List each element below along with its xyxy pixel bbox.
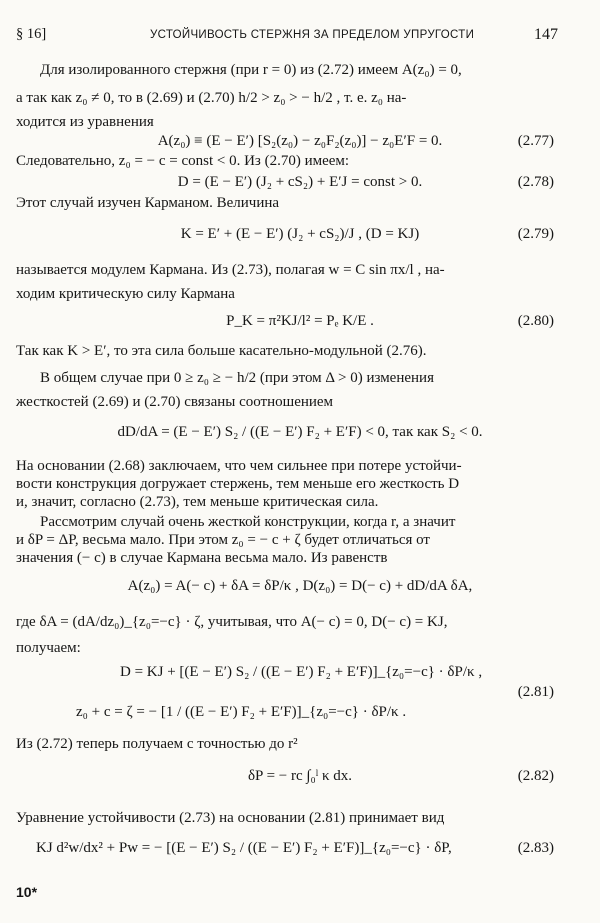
formula-variation: A(z₀) = A(− c) + δA = δP/κ , D(z₀) = D(− c) + dD/dA δA, — [127, 578, 473, 594]
eq-number: (2.78) — [517, 174, 554, 190]
text-line: жесткостей (2.69) и (2.70) связаны соотношением — [16, 394, 334, 410]
eq-number: (2.81) — [517, 684, 554, 700]
page-number: 147 — [534, 26, 558, 43]
text-line: Рассмотрим случай очень жесткой конструкции, когда r, а значит — [40, 514, 456, 530]
eq-number: (2.79) — [517, 226, 554, 242]
text-line: Из (2.72) теперь получаем с точностью до r² — [16, 736, 298, 752]
section-number: § 16] — [16, 26, 47, 42]
text-line: вости конструкция догружает стержень, тем меньше его жесткость D — [16, 476, 460, 492]
text-line: Следовательно, z₀ = − c = const < 0. Из (2.70) имеем: — [16, 153, 350, 169]
formula-2-82: δP = − rc ∫₀ˡ κ dx. — [247, 768, 353, 784]
eq-number: (2.82) — [517, 768, 554, 784]
text-line: Для изолированного стержня (при r = 0) из (2.72) имеем A(z₀) = 0, — [40, 62, 462, 78]
text-line: Так как K > E′, то эта сила больше касательно-модульной (2.76). — [16, 343, 427, 359]
text-line: Уравнение устойчивости (2.73) на основании (2.81) принимает вид — [16, 810, 445, 826]
text-line: где δA = (dA/dz₀)_{z₀=−c} · ζ, учитывая, что A(− c) = 0, D(− c) = KJ, — [16, 614, 448, 630]
formula-2-77: A(z₀) ≡ (E − E′) [S₂(z₀) − z₀F₂(z₀)] − z₀E′F = 0. — [157, 133, 443, 149]
formula-inequality: dD/dA = (E − E′) S₂ / ((E − E′) F₂ + E′F) < 0, так как S₂ < 0. — [117, 424, 483, 440]
eq-number: (2.80) — [517, 313, 554, 329]
text-line: ходим критическую силу Кармана — [16, 286, 235, 302]
formula-2-79: K = E′ + (E − E′) (J₂ + cS₂)/J , (D = KJ) — [180, 226, 420, 242]
formula-2-78: D = (E − E′) (J₂ + cS₂) + E′J = const > 0. — [177, 174, 423, 190]
text-line: Этот случай изучен Карманом. Величина — [16, 195, 280, 211]
text-line: значения (− c) в случае Кармана весьма мало. Из равенств — [16, 550, 388, 566]
text-line: называется модулем Кармана. Из (2.73), полагая w = C sin πx/l , на- — [16, 262, 445, 278]
formula-2-81-a: D = KJ + [(E − E′) S₂ / ((E − E′) F₂ + E′F)]_{z₀=−c} · δP/κ , — [120, 664, 483, 680]
text-line: и δP = ΔP, весьма мало. При этом z₀ = − c + ζ будет отличаться от — [16, 532, 430, 548]
text-line: а так как z₀ ≠ 0, то в (2.69) и (2.70) h/2 > z₀ > − h/2 , т. е. z₀ на- — [16, 90, 407, 106]
text-line: В общем случае при 0 ≥ z₀ ≥ − h/2 (при этом Δ > 0) изменения — [40, 370, 434, 386]
eq-number: (2.83) — [517, 840, 554, 856]
signature-mark: 10* — [16, 884, 38, 900]
running-title: УСТОЙЧИВОСТЬ СТЕРЖНЯ ЗА ПРЕДЕЛОМ УПРУГОСТИ — [150, 29, 475, 41]
formula-2-83: KJ d²w/dx² + Pw = − [(E − E′) S₂ / ((E − E′) F₂ + E′F)]_{z₀=−c} · δP, — [36, 840, 452, 856]
text-line: ходится из уравнения — [16, 114, 154, 130]
text-line: получаем: — [16, 640, 81, 656]
text-line: На основании (2.68) заключаем, что чем сильнее при потере устойчи- — [16, 458, 462, 474]
formula-2-80: P_K = π²KJ/l² = Pₑ K/E . — [226, 313, 374, 329]
eq-number: (2.77) — [517, 133, 554, 149]
text-line: и, значит, согласно (2.73), тем меньше критическая сила. — [16, 494, 379, 510]
formula-2-81-b: z₀ + c = ζ = − [1 / ((E − E′) F₂ + E′F)]_{z₀=−c} · δP/κ . — [76, 704, 407, 720]
